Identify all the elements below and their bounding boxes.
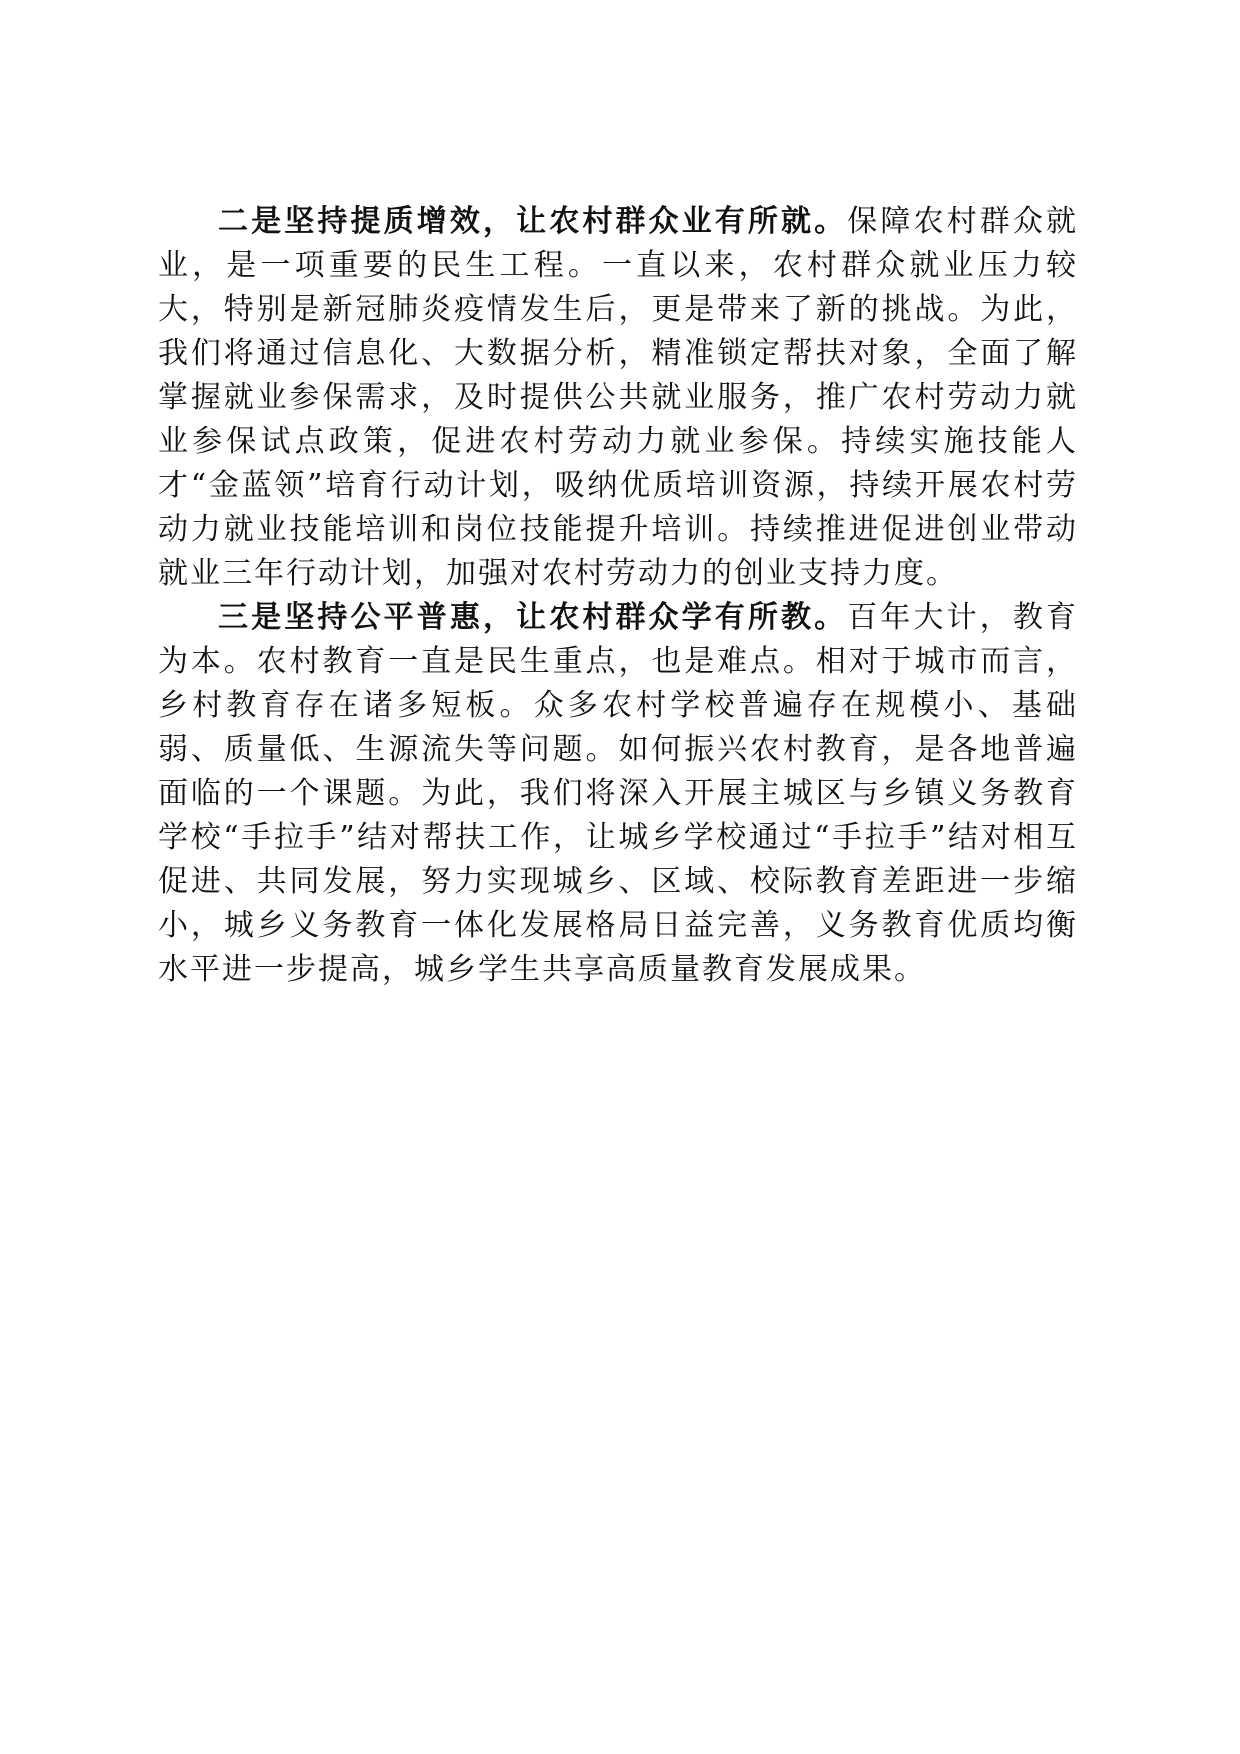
paragraph-education xyxy=(158,596,1078,992)
paragraph-lead-education: 三是坚持公平普惠，让农村群众学有所教。 xyxy=(218,600,848,635)
paragraph-text-employment: 保障农村群众就业，是一项重要的民生工程。一直以来，农村群众就业压力较大，特别是新冠肺炎疫情发生后，更是带来了新的挑战。为此，我们将通过信息化、大数据分析，精准锁定帮扶对象，全面了解掌握就业参保需求，及时提供公共就业服务，推广农村劳动力就业参保试点政策，促进农村劳动力就业参保。持续实施技能人才“金蓝领”培育行动计划，吸纳优质培训资源，持续开展农村劳动力就业技能培训和岗位技能提升培训。持续推进促进创业带动就业三年行动计划，加强对农村劳动力的创业支持力度。 xyxy=(158,204,1079,591)
paragraph-text-education: 百年大计，教育为本。农村教育一直是民生重点，也是难点。相对于城市而言，乡村教育存在诸多短板。众多农村学校普遍存在规模小、基础弱、质量低、生源流失等问题。如何振兴农村教育，是各地普遍面临的一个课题。为此，我们将深入开展主城区与乡镇义务教育学校“手拉手”结对帮扶工作，让城乡学校通过“手拉手”结对相互促进、共同发展，努力实现城乡、区域、校际教育差距进一步缩小，城乡义务教育一体化发展格局日益完善，义务教育优质均衡水平进一步提高，城乡学生共享高质量教育发展成果。 xyxy=(158,600,1079,987)
paragraph-employment xyxy=(158,200,1078,596)
document-body xyxy=(158,200,1078,992)
paragraph-lead-employment: 二是坚持提质增效，让农村群众业有所就。 xyxy=(218,204,848,239)
